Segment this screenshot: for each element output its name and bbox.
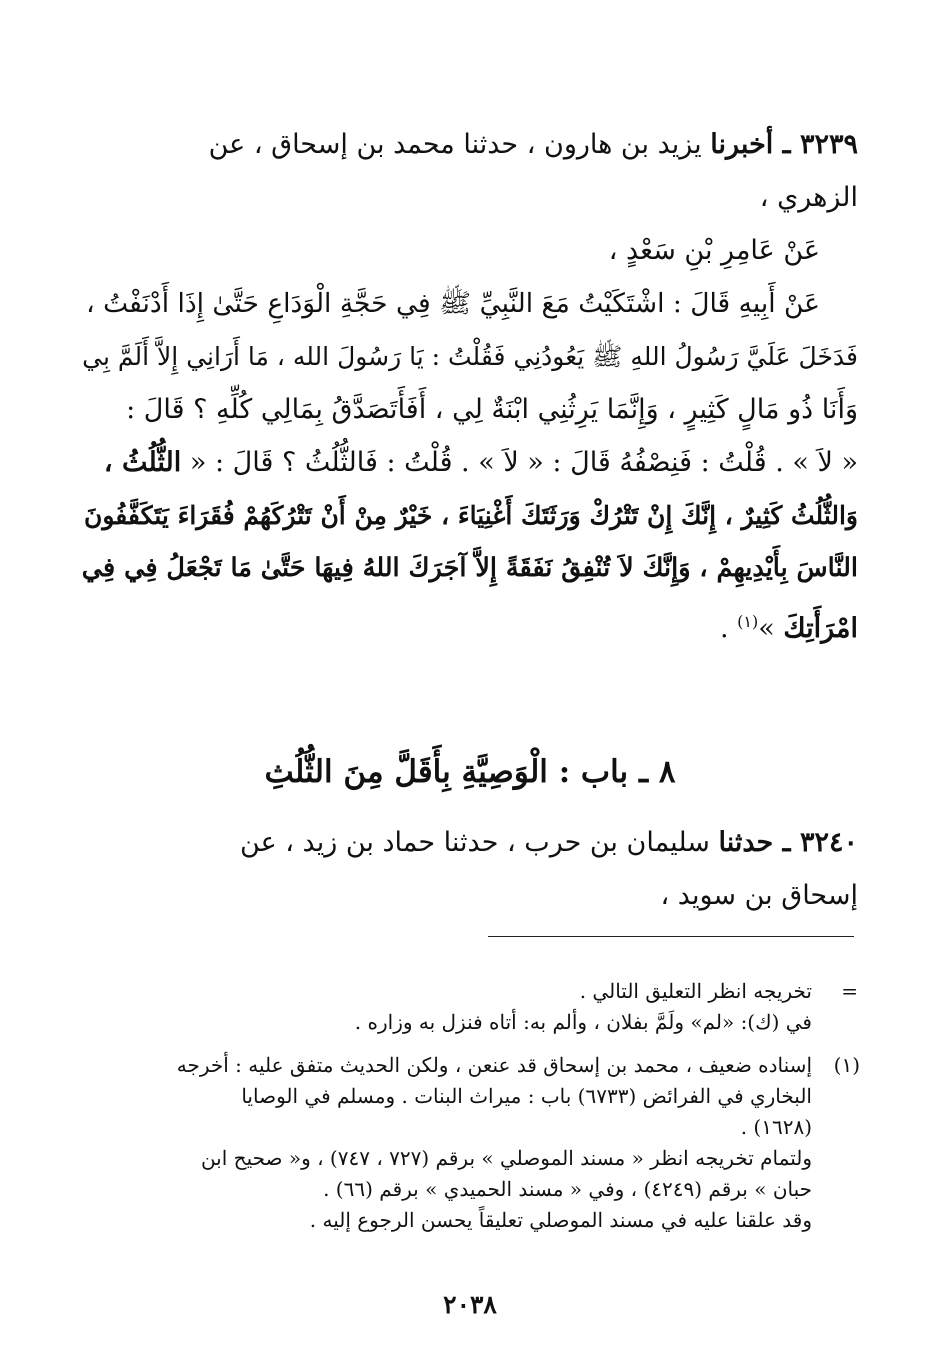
hadith-3239-text-line-3: وَأَنَا ذُو مَالٍ كَثِيرٍ ، وَإِنَّمَا يَرِثُنِي ابْنَةٌ لِي ، أَفَأَتَصَدَّقُ بِمَالِي كُلِّهِ ؟ قَالَ : <box>126 394 858 425</box>
footnote-number: (١) <box>833 1053 860 1077</box>
isnad-text: سليمان بن حرب ، حدثنا حماد بن زيد ، عن <box>240 827 710 858</box>
footnote-line: وقد علقنا عليه في مسند الموصلي تعليقاً يحسن الرجوع إليه . <box>309 1208 812 1232</box>
hadith-3240-line-1: ٣٢٤٠ ـ حدثنا سليمان بن حرب ، حدثنا حماد بن زيد ، عن <box>240 827 858 858</box>
hadith-3239-text-line-4 <box>82 436 858 489</box>
bold-segment: امْرَأَتِكَ <box>783 613 858 644</box>
hadith-3239-text-line-1: عَنْ أَبِيهِ قَالَ : اشْتَكَيْتُ مَعَ النَّبِيِّ ﷺ فِي حَجَّةِ الْوَدَاعِ حَتَّىٰ إِذَا أَدْنَفْتُ ، <box>86 288 820 319</box>
footnote-line: في (ك): «لم» ولَمَّ بفلان ، وألم به: أتاه فنزل به وزاره . <box>354 1010 812 1034</box>
footnote-line: (١٦٢٨) . <box>740 1115 812 1139</box>
footnote-line: ولتمام تخريجه انظر « مسند الموصلي » برقم (٧٢٧ ، ٧٤٧) ، و« صحيح ابن <box>200 1146 812 1170</box>
footnote-line: تخريجه انظر التعليق التالي . <box>579 979 812 1003</box>
footnote-line: البخاري في الفرائض (٦٧٣٣) باب : ميراث البنات . ومسلم في الوصايا <box>241 1084 812 1108</box>
hadith-3239-line-2: الزهري ، <box>759 182 858 213</box>
text-segment: « لاَ » . قُلْتُ : فَنِصْفُهُ قَالَ : « لاَ » . قُلْتُ : فَالثُّلُثُ ؟ قَالَ : « <box>189 447 858 478</box>
footnote-line: حبان » برقم (٤٢٤٩) ، وفي « مسند الحميدي » برقم (٦٦) . <box>323 1177 812 1201</box>
hadith-3239 <box>82 118 858 655</box>
hadith-3240 <box>82 816 858 922</box>
hadith-number: ٣٢٤٠ <box>799 827 858 858</box>
footnote-1 <box>82 1050 812 1236</box>
isnad-text: يزيد بن هارون ، حدثنا محمد بن إسحاق ، عن <box>208 129 702 160</box>
text-segment: » <box>758 613 784 644</box>
text-segment: . <box>719 613 738 644</box>
hadith-keyword: حدثنا <box>718 827 774 858</box>
footnote-ref: (١) <box>737 612 759 631</box>
hadith-3239-bold-line-1: وَالثُّلُثُ كَثِيرٌ ، إِنَّكَ إِنْ تَتْرُكْ وَرَثَتَكَ أَغْنِيَاءَ ، خَيْرٌ مِنْ أَنْ تَتْرُكَهُمْ فُقَرَاءَ يَتَكَفَّفُونَ <box>84 501 858 530</box>
footnote-separator <box>488 936 854 937</box>
hadith-number: ٣٢٣٩ <box>799 129 858 160</box>
hadith-3239-isnad: عَنْ عَامِرِ بْنِ سَعْدٍ ، <box>608 235 820 266</box>
hadith-keyword: أخبرنا <box>710 129 774 160</box>
footnote-line: إسناده ضعيف ، محمد بن إسحاق قد عنعن ، ولكن الحديث متفق عليه : أخرجه <box>176 1053 812 1077</box>
continuation-marker: = <box>841 979 858 1003</box>
footnote-continuation <box>82 976 812 1038</box>
hadith-3239-last-line <box>82 595 858 655</box>
hadith-3239-line-1: ٣٢٣٩ ـ أخبرنا يزيد بن هارون ، حدثنا محمد بن إسحاق ، عن <box>208 129 858 160</box>
chapter-heading: ٨ ـ باب : الْوَصِيَّةِ بِأَقَلَّ مِنَ الثُّلُثِ <box>264 754 676 790</box>
hadith-3239-text-line-2: فَدَخَلَ عَلَيَّ رَسُولُ اللهِ ﷺ يَعُودُنِي فَقُلْتُ : يَا رَسُولَ الله ، مَا أَرَانِي إِلاَّ أَلَمَّ بِي <box>82 342 858 371</box>
hadith-3240-line-2: إسحاق بن سويد ، <box>660 880 858 911</box>
bold-segment: الثُّلُثُ ، <box>103 447 182 478</box>
page-number: ٢٠٣٨ <box>443 1290 497 1319</box>
hadith-3239-bold-line-2: النَّاسَ بِأَيْدِيهِمْ ، وَإِنَّكَ لاَ تُنْفِقُ نَفَقَةً إِلاَّ آجَرَكَ اللهُ فِيهَا حَتَّىٰ مَا تَجْعَلُ فِي فِي <box>81 553 858 583</box>
